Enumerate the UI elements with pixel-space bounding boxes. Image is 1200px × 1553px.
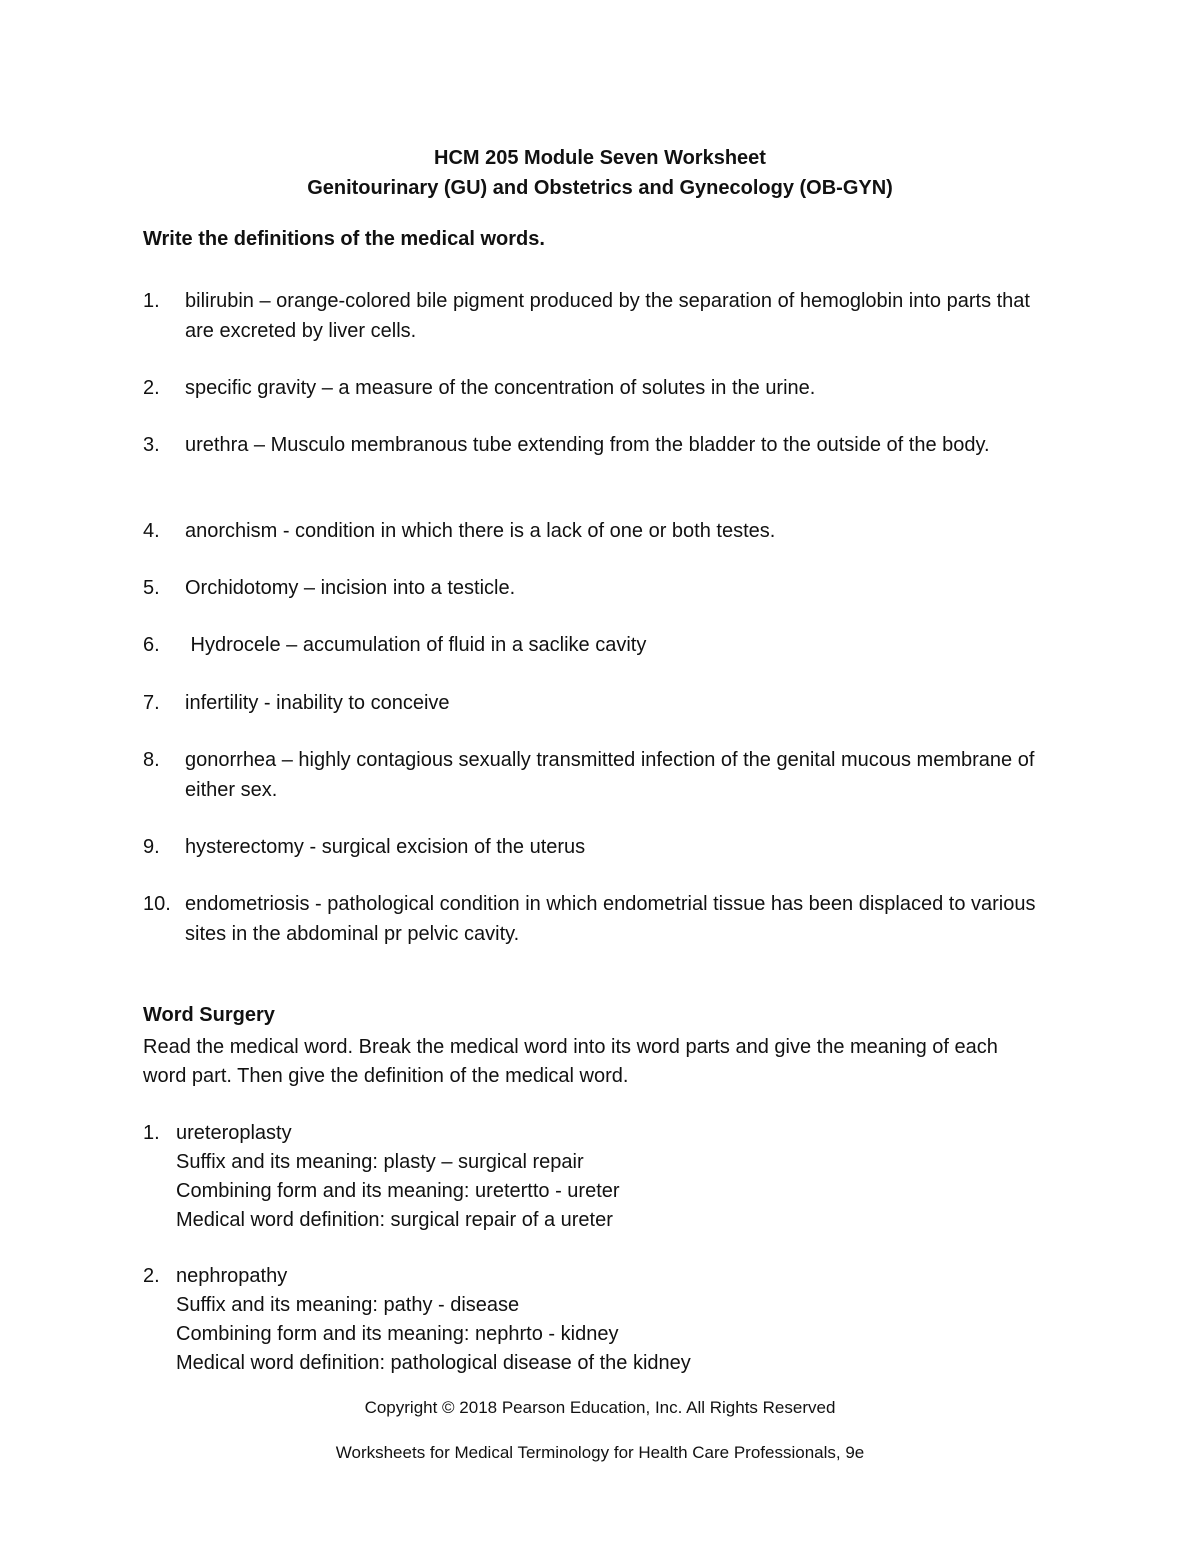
definition-line: Medical word definition: surgical repair of a ureter: [176, 1209, 613, 1231]
definition-text: hysterectomy - surgical excision of the uterus: [185, 836, 586, 858]
item-number: 2.: [143, 1265, 160, 1287]
suffix-line: Suffix and its meaning: pathy - disease: [176, 1294, 520, 1316]
definition-text: bilirubin – orange-colored bile pigment produced by the separation of hemoglobin into parts that are excreted by liver cells.: [185, 290, 1030, 342]
item-number: 3.: [143, 434, 160, 456]
title-block: [0, 143, 1200, 203]
word-surgery-body: [176, 1119, 1036, 1235]
word-surgery-heading: Word Surgery: [143, 1004, 275, 1026]
word-surgery-body: [176, 1262, 1036, 1378]
word-surgery-instructions: Read the medical word. Break the medical word into its word parts and give the meaning of each word part. Then give the definition of the medical word.: [143, 1036, 998, 1087]
item-number: 2.: [143, 377, 160, 399]
definitions-heading: Write the definitions of the medical words.: [143, 228, 545, 250]
item-number: 5.: [143, 577, 160, 599]
page-title: HCM 205 Module Seven Worksheet: [434, 147, 766, 169]
item-number: 1.: [143, 290, 160, 312]
item-number: 9.: [143, 836, 160, 858]
definition-text: infertility - inability to conceive: [185, 692, 450, 714]
definition-line: Medical word definition: pathological disease of the kidney: [176, 1352, 691, 1374]
suffix-line: Suffix and its meaning: plasty – surgical repair: [176, 1151, 584, 1173]
combining-form-line: Combining form and its meaning: nephrto - kidney: [176, 1323, 619, 1345]
definition-text: Orchidotomy – incision into a testicle.: [185, 577, 516, 599]
book-footer: Worksheets for Medical Terminology for Health Care Professionals, 9e: [335, 1443, 865, 1462]
definition-text: urethra – Musculo membranous tube extending from the bladder to the outside of the body.: [185, 434, 990, 456]
copyright-footer: Copyright © 2018 Pearson Education, Inc. All Rights Reserved: [364, 1398, 836, 1417]
definition-text: Hydrocele – accumulation of fluid in a saclike cavity: [185, 634, 647, 656]
item-number: 10.: [143, 893, 171, 915]
item-number: 1.: [143, 1122, 160, 1144]
item-number: 6.: [143, 634, 160, 656]
definition-text: gonorrhea – highly contagious sexually transmitted infection of the genital mucous membrane of either sex.: [185, 749, 1035, 801]
item-number: 4.: [143, 520, 160, 542]
item-number: 7.: [143, 692, 160, 714]
page-subtitle: Genitourinary (GU) and Obstetrics and Gynecology (OB-GYN): [307, 177, 893, 199]
medical-word: ureteroplasty: [176, 1122, 292, 1144]
medical-word: nephropathy: [176, 1265, 288, 1287]
definition-text: specific gravity – a measure of the concentration of solutes in the urine.: [185, 377, 816, 399]
definition-text: anorchism - condition in which there is a lack of one or both testes.: [185, 520, 776, 542]
item-number: 8.: [143, 749, 160, 771]
combining-form-line: Combining form and its meaning: uretertto - ureter: [176, 1180, 620, 1202]
definition-text: endometriosis - pathological condition in which endometrial tissue has been displaced to various sites in the abdominal pr pelvic cavity.: [185, 893, 1036, 945]
